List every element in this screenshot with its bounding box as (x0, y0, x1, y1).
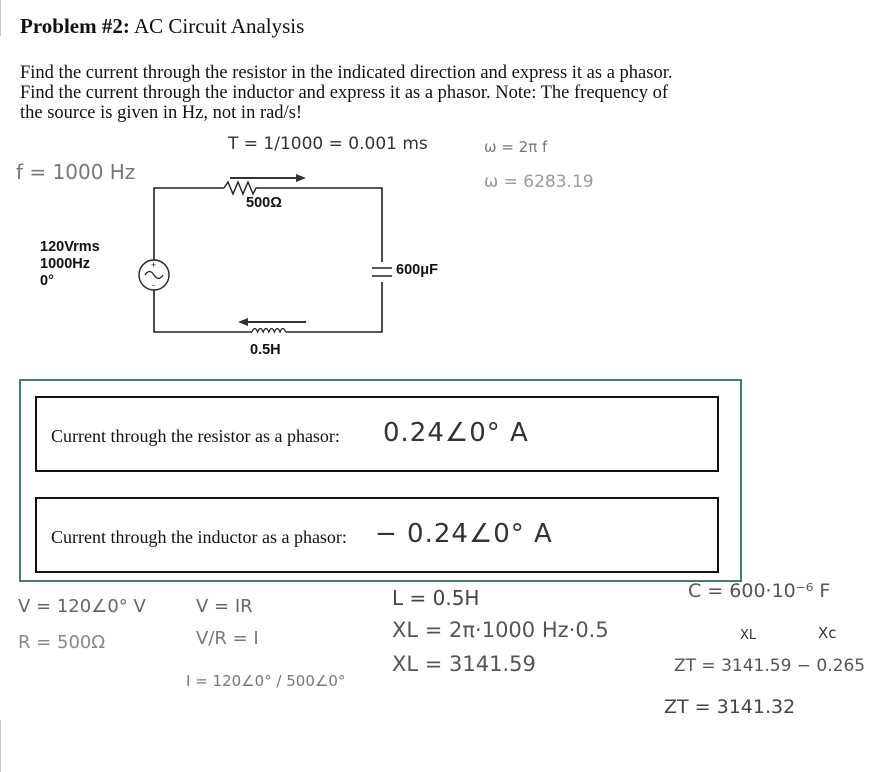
resistor-arrow-icon (296, 174, 306, 182)
hw-frequency: f = 1000 Hz (16, 160, 136, 184)
work-zt-value: ZT = 3141.32 (664, 696, 796, 718)
bottom-wire (154, 282, 382, 332)
scan-edge-bottom (0, 720, 1, 772)
resistor-answer-label: Current through the resistor as a phasor: (51, 426, 340, 446)
hw-omega-value: ω = 6283.19 (484, 172, 594, 192)
work-zt-calc: ZT = 3141.59 − 0.265 (674, 656, 866, 676)
resistor-answer-box (35, 396, 719, 472)
work-xc-header: Xc (818, 624, 837, 642)
work-xl-value: XL = 3141.59 (392, 652, 536, 676)
resistor-answer-value: 0.24∠0° A (383, 418, 529, 448)
inductor-answer-box (35, 497, 719, 573)
work-voltage: V = 120∠0° V (18, 596, 146, 617)
work-ohms-law: V = IR (196, 596, 253, 617)
plus-sign: + (151, 260, 157, 270)
scan-edge-top (0, 0, 1, 36)
source-label (40, 239, 100, 290)
inductor-answer-value: − 0.24∠0° A (375, 519, 553, 549)
inductor-label: 0.5H (250, 342, 281, 358)
minus-sign: - (152, 280, 155, 290)
inductor-answer-label: Current through the inductor as a phasor: (51, 527, 347, 547)
problem-title (20, 14, 304, 39)
instruction-line-3: the source is given in Hz, not in rad/s! (20, 103, 303, 123)
problem-subject: AC Circuit Analysis (133, 14, 305, 38)
instruction-line-1: Find the current through the resistor in the indicated direction and express it as a phasor. (20, 63, 673, 83)
source-frequency: 1000Hz (40, 256, 90, 272)
source-phase: 0° (40, 273, 54, 289)
problem-number: Problem #2: (20, 14, 130, 38)
work-resistance: R = 500Ω (18, 632, 106, 653)
instructions (20, 63, 800, 123)
work-xl-header: XL (740, 628, 757, 643)
work-ohms-rearranged: V/R = I (196, 628, 259, 649)
capacitor-label: 600μF (396, 262, 438, 278)
work-inductance: L = 0.5H (392, 586, 480, 610)
resistor-label: 500Ω (246, 195, 282, 211)
work-xl-formula: XL = 2π·1000 Hz·0.5 (392, 618, 609, 642)
work-current-calc: I = 120∠0° / 500∠0° (186, 672, 346, 690)
source-voltage: 120Vrms (40, 239, 100, 255)
hw-omega: ω = 2π f (484, 138, 548, 156)
work-capacitance: C = 600·10⁻⁶ F (688, 580, 831, 602)
instruction-line-2: Find the current through the inductor and express it as a phasor. Note: The frequency of (20, 83, 669, 103)
capacitor-gap (370, 262, 394, 282)
hw-period: T = 1/1000 = 0.001 ms (228, 134, 428, 154)
inductor-arrow-icon (238, 318, 248, 326)
